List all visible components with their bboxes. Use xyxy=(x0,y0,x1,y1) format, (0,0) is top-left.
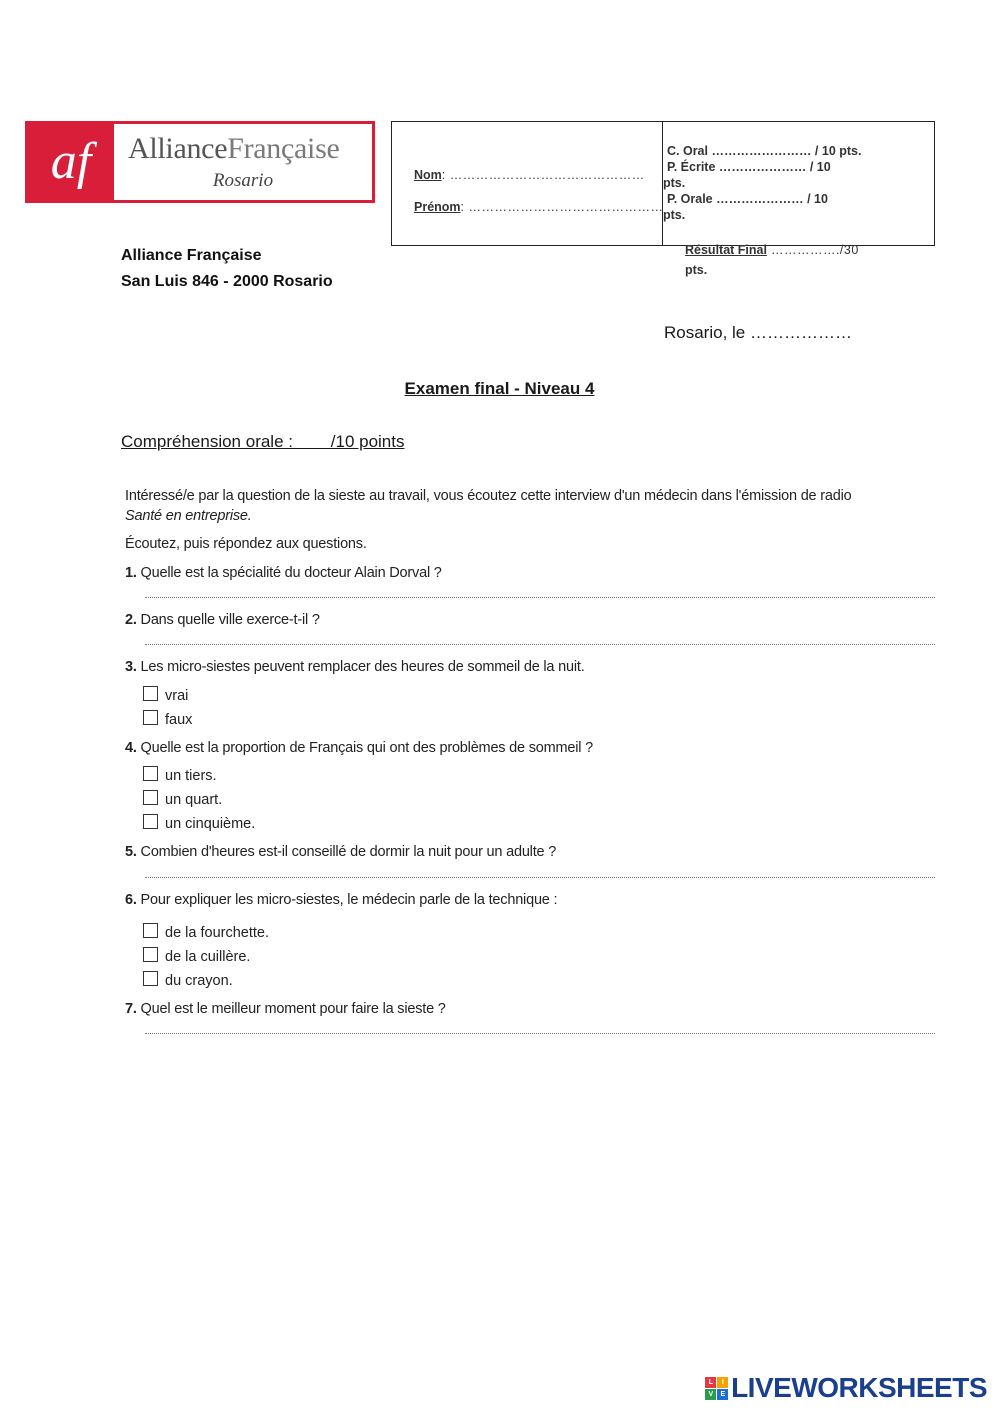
option-label: du crayon. xyxy=(165,973,233,989)
checkbox[interactable] xyxy=(143,790,158,805)
score-final-pts: pts. xyxy=(685,263,708,277)
question-4 xyxy=(125,740,593,756)
question-6 xyxy=(125,892,557,908)
option-q4-tiers[interactable] xyxy=(143,768,217,784)
prenom-field[interactable] xyxy=(414,200,664,214)
question-text: Dans quelle ville exerce-t-il ? xyxy=(140,612,320,628)
checkbox[interactable] xyxy=(143,710,158,725)
nom-field[interactable] xyxy=(414,168,645,182)
question-3 xyxy=(125,659,585,675)
question-2 xyxy=(125,612,320,628)
question-text: Quel est le meilleur moment pour faire la sieste ? xyxy=(140,1001,446,1017)
brand-text: LIVEWORKSHEETS xyxy=(731,1372,987,1403)
question-number: 5. xyxy=(125,844,137,860)
score-final-rest: ……………./30 xyxy=(766,243,859,257)
checkbox[interactable] xyxy=(143,971,158,986)
option-label: faux xyxy=(165,712,193,728)
checkbox[interactable] xyxy=(143,766,158,781)
instruction: Écoutez, puis répondez aux questions. xyxy=(125,536,367,552)
option-q4-quart[interactable] xyxy=(143,792,222,808)
question-text: Pour expliquer les micro-siestes, le médecin parle de la technique : xyxy=(140,892,558,908)
score-box xyxy=(662,121,935,246)
option-label: un cinquième. xyxy=(165,816,256,832)
brand-tile: V xyxy=(705,1389,716,1400)
question-text: Quelle est la proportion de Français qui ont des problèmes de sommeil ? xyxy=(140,740,594,756)
af-mark: af xyxy=(28,124,114,200)
option-q3-faux[interactable] xyxy=(143,712,192,728)
checkbox[interactable] xyxy=(143,686,158,701)
question-7 xyxy=(125,1001,446,1017)
question-number: 7. xyxy=(125,1001,137,1017)
brand-tiles-icon xyxy=(705,1377,728,1400)
checkbox[interactable] xyxy=(143,814,158,829)
option-q6-cuillere[interactable] xyxy=(143,949,250,965)
logo-city: Rosario xyxy=(212,170,274,191)
score-ecrite: P. Écrite ………………… / 10 xyxy=(667,160,831,174)
liveworksheets-brand xyxy=(705,1372,987,1404)
question-text: Quelle est la spécialité du docteur Alain Dorval ? xyxy=(140,565,442,581)
nom-dots: : ……………………………………… xyxy=(441,168,645,182)
student-id-box xyxy=(391,121,663,246)
intro-line2: Santé en entreprise. xyxy=(125,508,252,524)
address-line2: San Luis 846 - 2000 Rosario xyxy=(121,273,333,290)
question-text: Les micro-siestes peuvent remplacer des heures de sommeil de la nuit. xyxy=(140,659,585,675)
option-label: un tiers. xyxy=(165,768,217,784)
score-ecrite-pts: pts. xyxy=(663,176,686,190)
option-label: de la fourchette. xyxy=(165,925,269,941)
brand-tile: E xyxy=(717,1389,728,1400)
score-oral: C. Oral …………………… / 10 pts. xyxy=(667,144,862,158)
section-heading: Compréhension orale : /10 points xyxy=(121,432,405,451)
intro-line1: Intéressé/e par la question de la sieste au travail, vous écoutez cette interview d'un médecin dans l'émission de radio xyxy=(125,488,852,504)
option-label: vrai xyxy=(165,688,189,704)
alliance-francaise-logo xyxy=(25,121,375,203)
logo-name-part1: Alliance xyxy=(128,132,228,165)
option-q3-vrai[interactable] xyxy=(143,688,188,704)
question-number: 2. xyxy=(125,612,137,628)
option-label: de la cuillère. xyxy=(165,949,251,965)
answer-line-5[interactable] xyxy=(145,877,935,878)
nom-label: Nom xyxy=(414,168,442,182)
prenom-label: Prénom xyxy=(414,200,461,214)
score-final-label: Résultat Final xyxy=(685,243,767,257)
checkbox[interactable] xyxy=(143,923,158,938)
checkbox[interactable] xyxy=(143,947,158,962)
brand-tile: L xyxy=(705,1377,716,1388)
option-label: un quart. xyxy=(165,792,223,808)
question-text: Combien d'heures est-il conseillé de dormir la nuit pour un adulte ? xyxy=(140,844,557,860)
logo-name xyxy=(128,132,339,166)
option-q4-cinquieme[interactable] xyxy=(143,816,255,832)
option-q6-fourchette[interactable] xyxy=(143,925,269,941)
prenom-dots: : ……………………………………… xyxy=(460,200,664,214)
answer-line-1[interactable] xyxy=(145,597,935,598)
date-line: Rosario, le ……………… xyxy=(664,323,852,342)
brand-tile: I xyxy=(717,1377,728,1388)
answer-line-2[interactable] xyxy=(145,644,935,645)
question-number: 4. xyxy=(125,740,137,756)
option-q6-crayon[interactable] xyxy=(143,973,233,989)
question-5 xyxy=(125,844,556,860)
score-orale: P. Orale ………………… / 10 xyxy=(667,192,828,206)
address-line1: Alliance Française xyxy=(121,247,262,264)
score-final xyxy=(685,243,859,257)
question-1 xyxy=(125,565,442,581)
question-number: 1. xyxy=(125,565,137,581)
exam-title: Examen final - Niveau 4 xyxy=(404,379,595,398)
question-number: 3. xyxy=(125,659,137,675)
score-orale-pts: pts. xyxy=(663,208,686,222)
logo-name-part2: Française xyxy=(227,132,340,165)
question-number: 6. xyxy=(125,892,137,908)
answer-line-7[interactable] xyxy=(145,1033,935,1034)
